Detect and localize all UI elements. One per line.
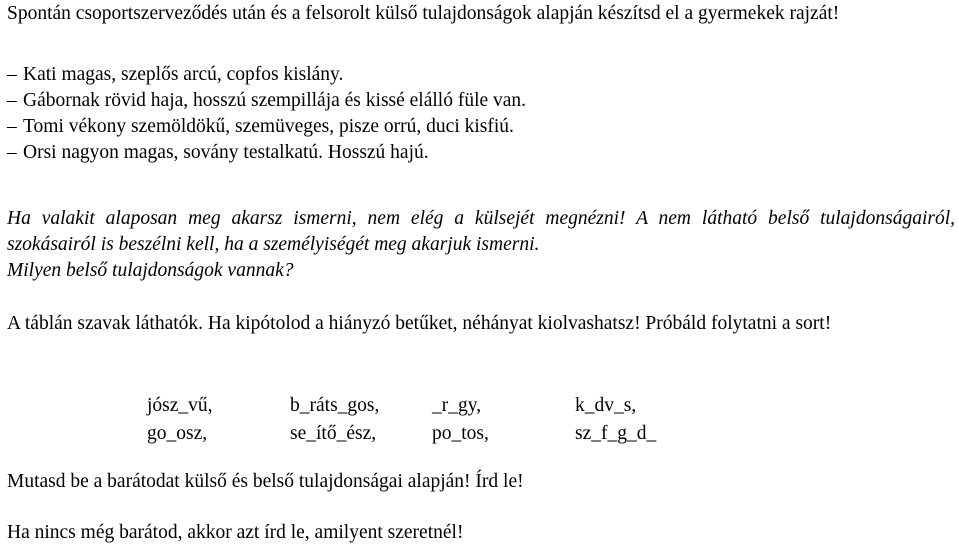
dash-bullet: –	[7, 90, 17, 111]
puzzle-word: go_osz,	[147, 423, 208, 444]
puzzle-word: b_ráts_gos,	[290, 395, 380, 416]
list-item	[7, 114, 526, 140]
dash-bullet: –	[7, 142, 17, 163]
puzzle-word: po_tos,	[432, 423, 489, 444]
description-tomi: Tomi vékony szemöldökű, szemüveges, pisze orrú, duci kisfiú.	[23, 116, 514, 137]
description-list	[7, 62, 526, 166]
description-gabor: Gábornak rövid haja, hosszú szempillája és kissé elálló füle van.	[23, 90, 527, 111]
description-orsi: Orsi nagyon magas, sovány testalkatú. Hosszú hajú.	[23, 142, 429, 163]
board-instructions: A táblán szavak láthatók. Ha kipótolod a hiányzó betűket, néhányat kiolvashatsz! Próbáld folytatni a sort!	[7, 313, 832, 334]
puzzle-word: k_dv_s,	[575, 395, 637, 416]
puzzle-word: se_ítő_ész,	[290, 423, 377, 444]
intro-paragraph: Spontán csoportszerveződés után és a felsorolt külső tulajdonságok alapján készítsd el a gyermekek rajzát!	[7, 3, 840, 24]
task-no-friend: Ha nincs még barátod, akkor azt írd le, amilyent szeretnél!	[7, 522, 464, 543]
list-item	[7, 88, 526, 114]
dash-bullet: –	[7, 116, 17, 137]
dash-bullet: –	[7, 64, 17, 85]
italic-paragraph: Ha valakit alaposan meg akarsz ismerni, nem elég a külsejét megnézni! A nem látható belső tulajdonságairól, szokásairól is beszélni kell, ha a személyiségét meg akarjuk ismerni.	[7, 208, 955, 255]
task-describe-friend: Mutasd be a barátodat külső és belső tulajdonságai alapján! Írd le!	[7, 471, 524, 492]
description-kati: Kati magas, szeplős arcú, copfos kislány.	[23, 64, 344, 85]
puzzle-word: _r_gy,	[432, 395, 482, 416]
list-item	[7, 140, 526, 166]
italic-question: Milyen belső tulajdonságok vannak?	[7, 260, 294, 281]
puzzle-word: jósz_vű,	[147, 395, 213, 416]
puzzle-word: sz_f_g_d_	[575, 423, 657, 444]
list-item	[7, 62, 526, 88]
